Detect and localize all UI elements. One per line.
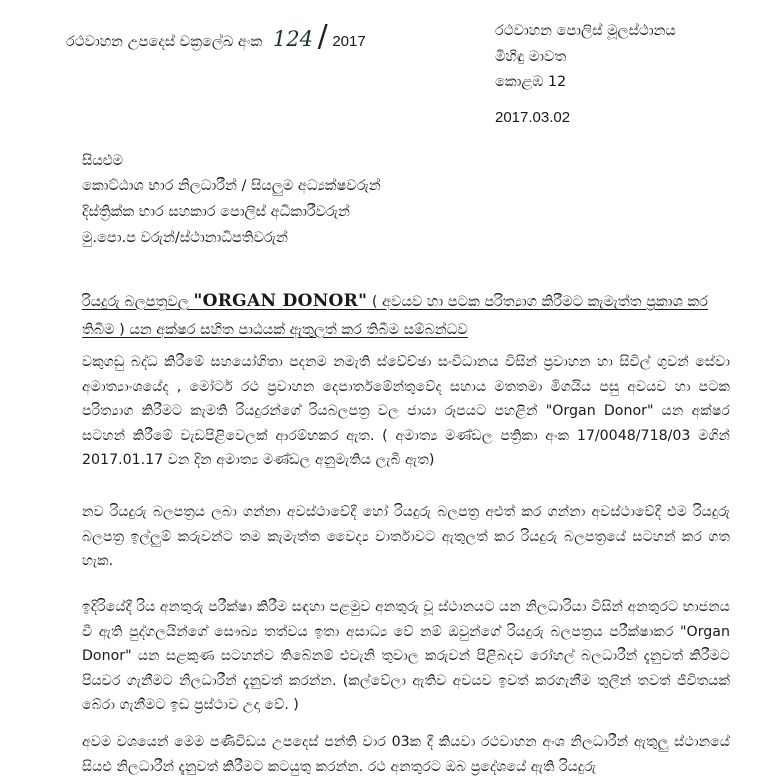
recipient-line: මු.පො.ප වරුන්/ස්ථානාධිපතිවරුන් bbox=[82, 230, 288, 246]
subject-part-1: රියදුරු බලපත්‍රවල bbox=[82, 294, 194, 310]
office-city: කොළඹ 12 bbox=[495, 74, 567, 90]
recipient-line: සියළුම bbox=[82, 153, 124, 169]
body-paragraph: අවම වශයෙන් මෙම පණිවිඩය උපදෙස් පන්ති වාර 03ක දී කියවා රථවාහන අංශ නිලධාරීන් ඇතුලු ස්ථානයේ සියළු නිලධාරීන් දැනුවත් කිරීමට කටයුතු කරන්න. රථ අනතුරට ඔබ ප්‍රදේශයේ ඇති රියදුරු bbox=[82, 734, 730, 775]
circular-number-line bbox=[66, 19, 366, 54]
office-name: රථවාහන පොලිස් මූලස්ථානය bbox=[495, 23, 676, 39]
circular-year: 2017 bbox=[332, 33, 366, 50]
recipient-line: කොට්ඨාශ භාර නිලධාරීන් / සියලුම අධ්‍යක්ෂවරුන් bbox=[82, 178, 381, 194]
slash-mark: / bbox=[317, 19, 328, 54]
subject-english: "ORGAN DONOR" bbox=[193, 291, 368, 311]
circular-prefix: රථවාහන උපදෙස් චක්‍රලේඛ අංක bbox=[66, 34, 263, 50]
recipient-line: දිස්ත්‍රික්ක භාර සහකාර පොලිස් අධිකාරීවරුන් bbox=[82, 204, 350, 220]
subject-heading bbox=[82, 287, 742, 344]
body-paragraph: ඉදිරියේදී රිය අනතුරු පරීක්ෂා කිරීම සඳහා පළමුව අනතුරු වූ ස්ථානයට යන නිලධාරියා විසින් අනතුරට භාජනය වී ඇති පුද්ගලයින්ගේ සෞඛ්‍ය තත්වය ඉතා අසාධ්‍ය වේ නම් ඔවුන්ගේ රියදුරු බලපත්‍රය පරීක්ෂාකර "Organ Donor" යන සළකුණ සටහන්ව තිබේනම් එවැනි තුවාල කරුවන් පිළිබදව රෝහල් බලධාරීන් දැනුවත් කිරීමට පියවර ගැනීමට නිලධාරීන් දැනුවත් කරන්න. (කල්වේලා ඇතිව අවයව ඉවත් කරගැනීම තුලින් තවත් ජීවිතයක් බේරා ගැනීමට ඉඩ ප්‍රස්ථාව උදා වේ. ) bbox=[82, 599, 730, 714]
document-date: 2017.03.02 bbox=[495, 109, 571, 126]
body-paragraph: නව රියදුරු බලපත්‍රය ලබා ගන්නා අවස්ථාවේදී හෝ රියදුරු බලපත්‍ර අළුත් කර ගන්නා අවස්ථාවේදී එම රියදුරු බලපත්‍ර ඉල්ලුම් කරුවන්ට තම කැමැත්ත වෛද්‍ය වාර්තාවට ඇතුලත් කර රියදුරු බලපත්‍රයේ සටහන් කර ගත හැක. bbox=[82, 504, 730, 570]
office-street: මිහිඳු මාවත bbox=[495, 49, 567, 65]
subject-part-2: ( අවයව හා පටක පරිත්‍යාග කිරීමට කැමැත්ත ප්‍රකාශ කර තිබීම ) යන අක්ෂර සහිත පාඨයක් ඇතුලත් කර තිබීම සම්බන්ධව bbox=[82, 294, 708, 338]
body-paragraph: වකුගඩු බද්ධ කිරීමේ සහයෝගිතා පදනම නමැති ස්වේච්ඡා සංවිධානය විසින් ප්‍රවාහන හා සිවිල් ගුවන් සේවා අමාත්‍යාංශයේද , මෝටර් රථ ප්‍රවාහන දෙපාර්තමේන්තුවේද සහාය මතතමා මිගයිය පසු අවයව හා පටක පරිත්‍යාග කිරීමට කැමති රියදුරන්ගේ රියබලපත්‍ර වල ජායා රූපයට පහළින් "Organ Donor" යන අක්ෂර සටහන් කිරීමේ වැඩපිළිවෙලක් ආරම්භකර ඇත. ( අමාත්‍ය මණ්ඩල පත්‍රිකා අංක 17/0048/718/03 මගින් 2017.01.17 වන දින අමාත්‍ය මණ්ඩල අනුමැතිය ලැබී ඇත) bbox=[82, 354, 730, 469]
circular-number: 124 bbox=[272, 27, 313, 51]
